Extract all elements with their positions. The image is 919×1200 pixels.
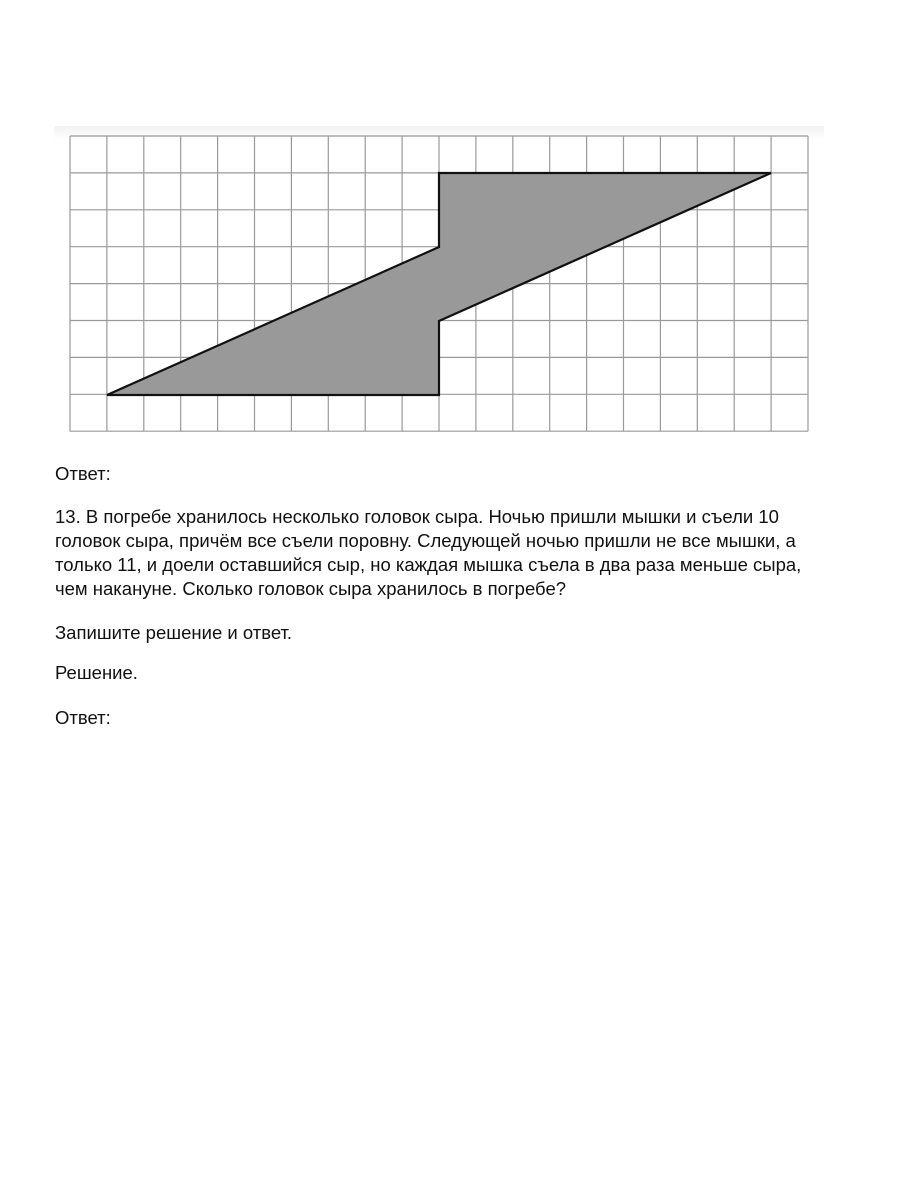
problem-line: чем накануне. Сколько головок сыра хранилось в погребе? [55, 578, 567, 599]
answer-label-top: Ответ: [55, 463, 111, 484]
grid-figure [0, 0, 919, 460]
problem-line: 13. В погребе хранилось несколько головок сыра. Ночью пришли мышки и съели 10 [55, 506, 779, 527]
solution-label: Решение. [55, 662, 138, 683]
instruction-text: Запишите решение и ответ. [55, 622, 293, 643]
problem-13 [55, 505, 875, 601]
problem-line: только 11, и доели оставшийся сыр, но каждая мышка съела в два раза меньше сыра, [55, 554, 802, 575]
problem-line: головок сыра, причём все съели поровну. Следующей ночью пришли не все мышки, а [55, 530, 796, 551]
answer-label-bottom: Ответ: [55, 707, 111, 728]
